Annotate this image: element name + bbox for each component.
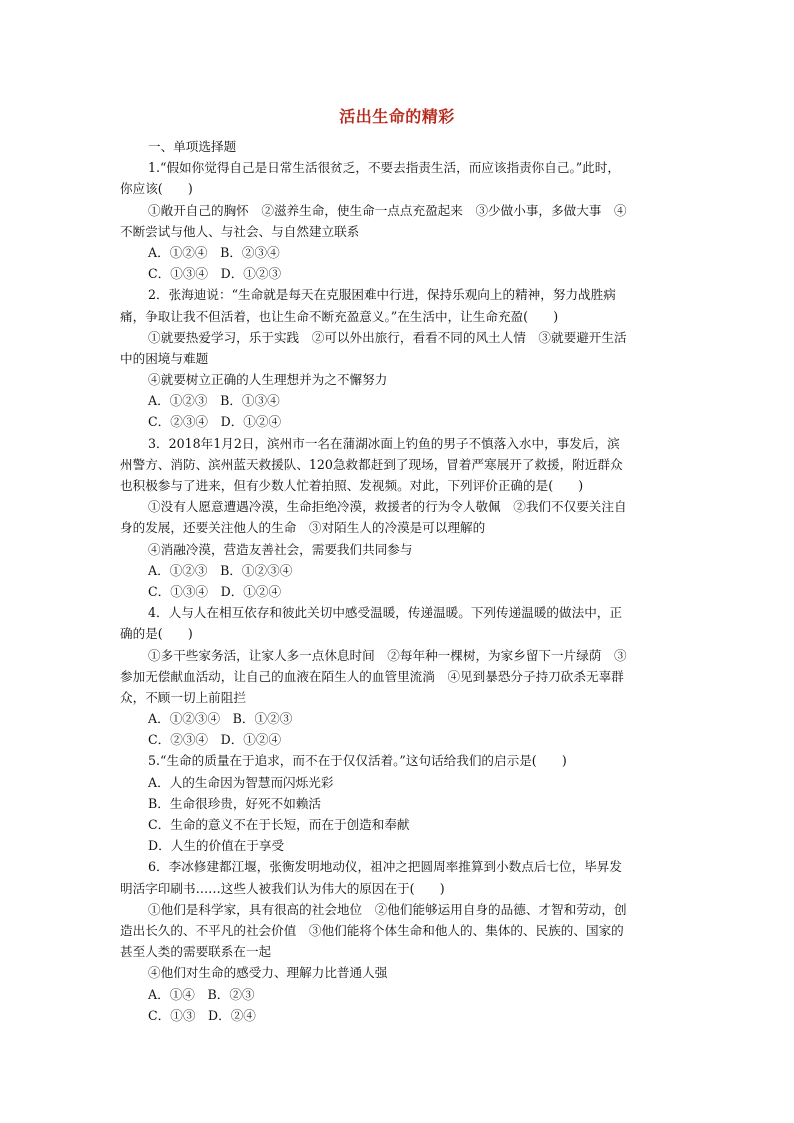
question-3-line-3: 也积极参与了进来，但有少数人忙着拍照、发视频。对此，下列评价正确的是( ) [120, 478, 584, 493]
question-6-statements-1: ①他们是科学家，具有很高的社会地位 ②他们能够运用自身的品德、才智和劳动，创 [148, 901, 627, 917]
question-6-statements-4: ④他们对生命的感受力、理解力比普通人强 [148, 965, 388, 981]
question-5-line-1: 5.“生命的质量在于追求，而不在于仅仅活着。”这句话给我们的启示是( ) [148, 753, 567, 769]
question-2-options-cd: C．②③④ D．①②④ [148, 414, 282, 430]
question-4-options-cd: C．②③④ D．①②④ [148, 732, 282, 748]
question-2-statements-2: 中的困境与难题 [120, 350, 209, 366]
question-4-options-ab: A．①②③④ B．①②③ [148, 711, 293, 727]
section-heading: 一、单项选择题 [148, 139, 237, 154]
question-3-options-cd: C．①③④ D．①②④ [148, 583, 282, 599]
document-body [120, 136, 676, 1026]
question-6-line-1: 6．李冰修建都江堰，张衡发明地动仪，祖冲之把圆周率推算到小数点后七位，毕昇发 [148, 859, 622, 875]
question-6-line-2: 明活字印刷书……这些人被我们认为伟大的原因在于( ) [120, 880, 445, 896]
question-2-statements-1: ①就要热爱学习，乐于实践 ②可以外出旅行，看看不同的风土人情 ③就要避开生活 [148, 329, 627, 345]
question-6-statements-2: 造出长久的、不平凡的社会价值 ③他们能将个体生命和他人的、集体的、民族的、国家的 [120, 922, 624, 938]
question-5-option-c: C．生命的意义不在于长短，而在于创造和奉献 [148, 817, 410, 832]
question-6-statements-3: 甚至人类的需要联系在一起 [120, 944, 272, 960]
question-4-statements-1: ①多干些家务活，让家人多一点休息时间 ②每年种一棵树，为家乡留下一片绿荫 ③ [148, 647, 627, 663]
question-6-options-cd: C．①③ D．②④ [148, 1007, 256, 1023]
question-3-statements-1: ①没有人愿意遭遇冷漠，生命拒绝冷漠，救援者的行为令人敬佩 ②我们不仅要关注自 [148, 499, 627, 515]
question-4-line-2: 确的是( ) [120, 626, 193, 642]
question-3-options-ab: A．①②③ B．①②③④ [148, 562, 293, 578]
question-2-statements-3: ④就要树立正确的人生理想并为之不懈努力 [148, 372, 388, 388]
question-1-options-ab: A．①②④ B．②③④ [148, 244, 280, 260]
question-4-line-1: 4．人与人在相互依存和彼此关切中感受温暖，传递温暖。下列传递温暖的做法中，正 [148, 605, 622, 621]
question-1-options-cd: C．①③④ D．①②③ [148, 266, 282, 282]
question-4-statements-3: 众，不顾一切上前阻拦 [120, 689, 246, 705]
question-1-line-1: 1.“假如你觉得自己是日常生活很贫乏，不要去指责生活，而应该指责你自己。”此时， [148, 160, 620, 176]
question-1-line-2: 你应该( ) [120, 181, 193, 197]
question-2-options-ab: A．①②③ B．①③④ [148, 393, 280, 409]
question-2-line-2: 痛，争取让我不但活着，也让生命不断充盈意义。”在生活中，让生命充盈( ) [120, 308, 559, 324]
question-6-options-ab: A．①④ B．②③ [148, 986, 255, 1002]
question-3-line-1: 3．2018年1月2日，滨州市一名在蒲湖冰面上钓鱼的男子不慎落入水中，事发后，滨 [148, 435, 620, 451]
question-3-statements-2: 身的发展，还要关注他人的生命 ③对陌生人的冷漠是可以理解的 [120, 520, 486, 536]
question-4-statements-2: 参加无偿献血活动，让自己的血液在陌生人的血管里流淌 ④见到暴恐分子持刀砍杀无辜群 [120, 668, 624, 684]
question-2-line-1: 2．张海迪说：“生命就是每天在克服困难中行进，保持乐观向上的精神，努力战胜病 [148, 287, 616, 303]
question-3-line-2: 州警方、消防、滨州蓝天救援队、120急救都赶到了现场，冒着严寒展开了救援，附近群众 [120, 456, 623, 472]
page-title: 活出生命的精彩 [339, 107, 455, 126]
question-1-statements-1: ①敞开自己的胸怀 ②滋养生命，使生命一点点充盈起来 ③少做小事，多做大事 ④ [148, 202, 627, 218]
question-5-option-b: B．生命很珍贵，好死不如赖活 [148, 795, 321, 811]
question-1-statements-2: 不断尝试与他人、与社会、与自然建立联系 [120, 223, 360, 239]
question-3-statements-3: ④消融冷漠，营造友善社会，需要我们共同参与 [148, 541, 413, 557]
question-5-option-d: D．人生的价值在于享受 [148, 838, 285, 854]
question-5-option-a: A．人的生命因为智慧而闪烁光彩 [148, 774, 334, 790]
